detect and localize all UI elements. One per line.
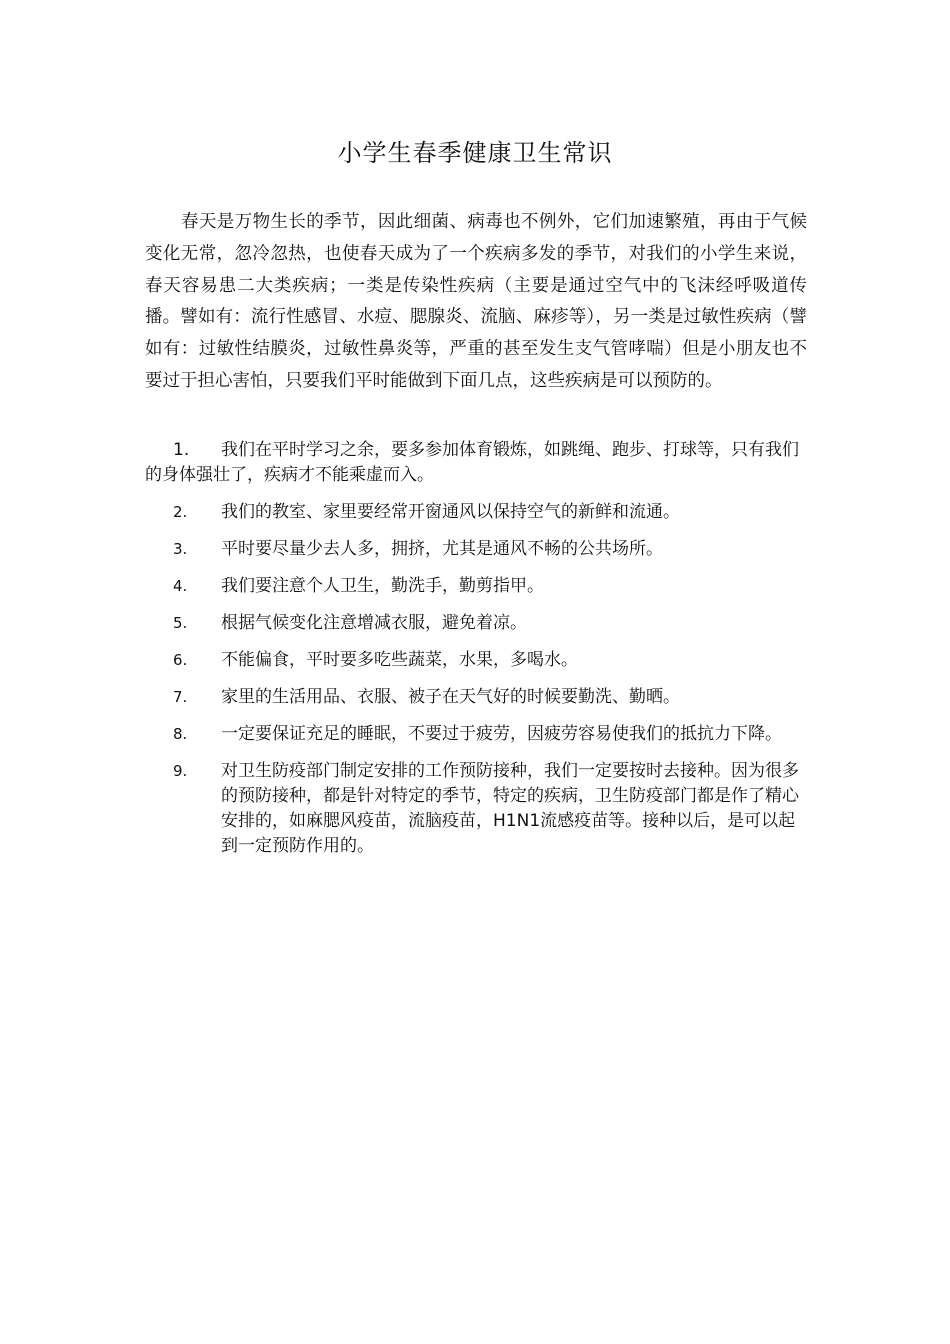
list-item [145, 500, 807, 525]
list-item-text: 一定要保证充足的睡眠，不要过于疲劳，因疲劳容易使我们的抵抗力下降。 [221, 724, 782, 744]
list-item [145, 574, 807, 599]
list-item-number: 6. [173, 651, 188, 669]
list-item [145, 722, 807, 747]
list-item-number: 2. [173, 503, 188, 521]
list-item-text: 家里的生活用品、衣服、被子在天气好的时候要勤洗、勤晒。 [221, 687, 680, 707]
list-item-number: 8. [173, 725, 188, 743]
list-item [145, 648, 807, 673]
list-item-text: 我们的教室、家里要经常开窗通风以保持空气的新鲜和流通。 [221, 502, 680, 522]
list-item-number: 1. [173, 440, 190, 460]
list-item [145, 537, 807, 562]
list-item [145, 438, 807, 488]
list-item-number: 7. [173, 688, 188, 706]
vaccine-code: H1N1 [493, 811, 541, 831]
list-item-number: 5. [173, 614, 188, 632]
list-item-text [145, 759, 807, 859]
list-item-number: 9. [173, 762, 188, 780]
list-item-text: 我们在平时学习之余，要多参加体育锻炼，如跳绳、跑步、打球等，只有我们的身体强壮了，疾病才不能乘虚而入。 [145, 440, 799, 485]
list-item-text: 平时要尽量少去人多，拥挤，尤其是通风不畅的公共场所。 [221, 539, 663, 559]
list-item-text-part: 对卫生防疫部门制定安排的工作预防接种，我们一定要按时去接种。因为很多的预防接种，都是针对特定的季节，特定的疾病，卫生防疫部门都是作了精心安排的，如麻腮风疫苗，流脑疫苗， [221, 761, 799, 831]
intro-paragraph: 春天是万物生长的季节，因此细菌、病毒也不例外，它们加速繁殖，再由于气候变化无常，忽冷忽热，也使春天成为了一个疾病多发的季节，对我们的小学生来说，春天容易患二大类疾病；一类是传染性疾病（主要是通过空气中的飞沫经呼吸道传播。譬如有：流行性感冒、水痘、腮腺炎、流脑、麻疹等），另一类是过敏性疾病（譬如有：过敏性结膜炎，过敏性鼻炎等，严重的甚至发生支气管哮喘）但是小朋友也不要过于担心害怕，只要我们平时能做到下面几点，这些疾病是可以预防的。 [145, 212, 807, 391]
document-title: 小学生春季健康卫生常识 [337, 139, 613, 167]
list-item [145, 759, 807, 859]
list-item-text: 我们要注意个人卫生，勤洗手，勤剪指甲。 [221, 576, 544, 596]
list-item-text: 不能偏食，平时要多吃些蔬菜，水果，多喝水。 [221, 650, 578, 670]
list-item [145, 685, 807, 710]
tips-list [145, 438, 807, 871]
list-item [145, 611, 807, 636]
list-item-text: 根据气候变化注意增减衣服，避免着凉。 [221, 613, 527, 633]
list-item-number: 3. [173, 540, 188, 558]
list-item-text-part: 流感疫苗等。接种以后，是可以起到一定预防作用的。 [221, 811, 796, 856]
list-item-number: 4. [173, 577, 188, 595]
